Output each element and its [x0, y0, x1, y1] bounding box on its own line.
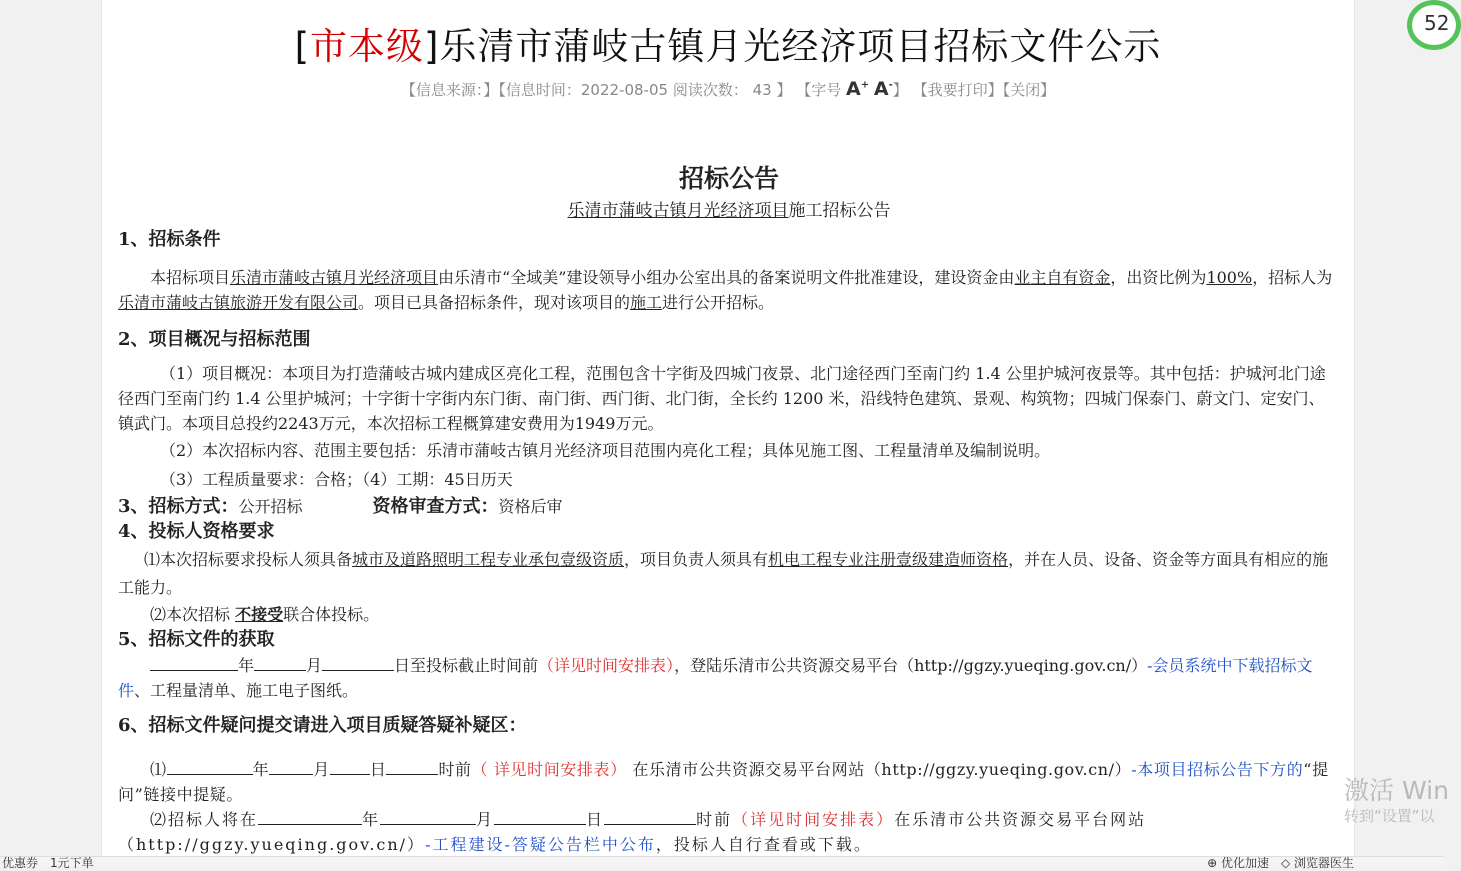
section-5-text: 年 月 日至投标截止时间前（详见时间安排表），登陆乐清市公共资源交易平台（http://ggzy.yueqing.gov.cn/）-会员系统中下载招标文件、工程量清单、施工电子图纸。 — [118, 656, 1313, 700]
font-size-control: 【字号 A+ A-】 — [796, 78, 908, 100]
font-increase-button[interactable]: A+ — [846, 78, 870, 100]
section-6-question: ⑴ 年 月 日 时前（ 详见时间安排表） 在乐清市公共资源交易平台网站（http://ggzy.yueqing.gov.cn/）-本项目招标公告下方的“提问”链接中提疑。 — [118, 760, 1329, 804]
coupon-link[interactable]: 优惠券 1元下单 — [2, 856, 94, 870]
question-link[interactable]: -本项目招标公告下方的 — [1131, 760, 1304, 779]
section-4-consortium: ⑵本次招标 不接受联合体投标。 — [150, 605, 380, 624]
announcement-heading: 招标公告 — [678, 164, 779, 193]
activation-watermark: 激活 Win 转到“设置”以 — [1344, 776, 1449, 825]
section-2-title: 2、项目概况与招标范围 — [118, 329, 311, 350]
section-4-qualification: ⑴本次招标要求投标人须具备城市及道路照明工程专业承包壹级资质，项目负责人须具有机电工程专业注册壹级建造师资格，并在人员、设备、资金等方面具有相应的施工能力。 — [118, 550, 1329, 597]
section-4-title: 4、投标人资格要求 — [118, 521, 275, 542]
browser-tools[interactable]: ⊕ 优化加速 ◇ 浏览器医生 — [1207, 856, 1354, 870]
section-2-overview: （1）项目概况：本项目为打造蒲岐古城内建成区亮化工程，范围包含十字街及四城门夜景、北门途径西门至南门约 1.4 公里护城河夜景等。其中包括：护城河北门途径西门至南门约 1.4 公里护城河；十字街十字街内东门街、南门街、西门街、北门街，全长约 1200 米，沿线特色建筑、景观、构筑物；四城门保泰门、蔚文门、定安门、镇武门。本项目总投约2243万元，本次招标工程概算建安费用为1949万元。 — [118, 364, 1326, 433]
section-6-answer: ⑵招标人将在 年 月 日 时前（详见时间安排表）在乐清市公共资源交易平台网站（http://ggzy.yueqing.gov.cn/）-工程建设-答疑公告栏中公布，投标人自行查看或下载。 — [118, 810, 1147, 854]
meta-source: 【信息来源：】 — [400, 81, 499, 99]
member-download-link[interactable]: -会员系统中下载招标文件 — [118, 656, 1313, 700]
meta-bar — [102, 78, 1354, 100]
announcement-subheading: 乐清市蒲岐古镇月光经济项目施工招标公告 — [567, 201, 891, 221]
document-page — [101, 0, 1355, 866]
font-decrease-button[interactable]: A- — [873, 78, 893, 100]
close-link[interactable]: 【关闭】 — [1002, 81, 1056, 99]
section-1-title: 1、招标条件 — [118, 229, 221, 250]
meta-time: 【信息时间：2022-08-05 阅读次数： 43 】 — [498, 81, 792, 99]
browser-status-bar — [0, 856, 1444, 870]
speed-widget[interactable]: 52 — [1407, 0, 1461, 50]
section-3: 3、招标方式：公开招标 资格审查方式：资格后审 — [118, 496, 563, 517]
section-6-title: 6、招标文件疑问提交请进入项目质疑答疑补疑区： — [118, 715, 527, 736]
title-level: 市本级 — [310, 25, 424, 68]
section-2-quality: （3）工程质量要求：合格；（4）工期：45日历天 — [160, 470, 513, 489]
section-2-scope: （2）本次招标内容、范围主要包括：乐清市蒲岐古镇月光经济项目范围内亮化工程；具体见施工图、工程量清单及编制说明。 — [160, 441, 1051, 460]
section-5-title: 5、招标文件的获取 — [118, 629, 275, 650]
section-1-text: 本招标项目乐清市蒲岐古镇月光经济项目由乐清市“全域美”建设领导小组办公室出具的备案说明文件批准建设，建设资金由业主自有资金，出资比例为100%，招标人为乐清市蒲岐古镇旅游开发有限公司。项目已具备招标条件，现对该项目的施工进行公开招标。 — [118, 268, 1333, 312]
print-link[interactable]: 【我要打印】 — [912, 81, 1003, 99]
page-title: [市本级]乐清市蒲岐古镇月光经济项目招标文件公示 — [294, 25, 1162, 68]
announcement-body — [118, 160, 1340, 857]
answer-notice-link[interactable]: -工程建设-答疑公告栏中公布 — [425, 835, 656, 854]
